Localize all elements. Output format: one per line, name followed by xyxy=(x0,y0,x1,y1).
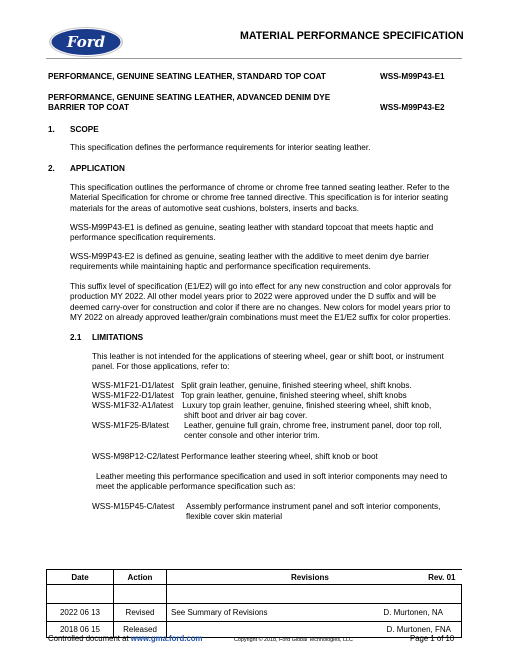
spec-title-2-line2: BARRIER TOP COAT xyxy=(48,103,129,112)
reference-description: Split grain leather, genuine, finished steering wheel, shift knobs. xyxy=(181,381,412,390)
header-rev-number: Rev. 01 xyxy=(428,572,456,582)
table-header-row xyxy=(47,570,462,585)
row-date: 2022 06 13 xyxy=(47,604,114,622)
spec-code-2: WSS-M99P43-E2 xyxy=(380,103,445,112)
footer-link[interactable]: www.gma.ford.com xyxy=(130,634,203,643)
application-paragraph-4: This suffix level of specification (E1/E2) will go into effect for any new construction and color approvals for production MY 2022. All other model years prior to 2022 were approved under the D suffix and will be deemed carry-over for construction and color if there are no changes. New colors for model years prior to MY 2022 on already approved leather/grain combinations must meet the E1/E2 suffix for color properties. xyxy=(70,282,452,323)
row-revisions xyxy=(167,585,462,604)
reference-single: WSS-M98P12-C2/latest Performance leather steering wheel, shift knob or boot xyxy=(92,452,378,461)
spec-title-2-line1: PERFORMANCE, GENUINE SEATING LEATHER, ADVANCED DENIM DYE xyxy=(48,93,331,102)
header-date: Date xyxy=(47,570,114,585)
reference-code: WSS-M1F32-A1/latest xyxy=(92,401,174,410)
table-row xyxy=(47,604,462,622)
footer-controlled-text: Controlled document at xyxy=(48,634,131,643)
application-paragraph-2: WSS-M99P43-E1 is defined as genuine, seating leather with standard topcoat that meets haptic and performance specification requirements. xyxy=(70,223,434,243)
reference-description-continued: flexible cover skin material xyxy=(186,512,283,521)
reference-description-continued: shift boot and driver air bag cover. xyxy=(184,411,308,420)
ford-logo xyxy=(48,26,124,58)
row-revisions xyxy=(167,604,462,622)
scope-text: This specification defines the performance requirements for interior seating leather. xyxy=(70,143,371,152)
reference-description: Leather, genuine full grain, chrome free, instrument panel, door top roll, xyxy=(184,421,442,430)
header-revisions xyxy=(167,570,462,585)
reference-description: Top grain leather, genuine, finished steering wheel, shift knobs xyxy=(181,391,407,400)
section-number-scope: 1. xyxy=(48,125,55,134)
table-row xyxy=(47,585,462,604)
reference-description-continued: center console and other interior trim. xyxy=(184,431,320,440)
row-author: D. Murtonen, NA xyxy=(383,608,443,617)
footer-copyright: Copyright © 2018, Ford Global Technologies, LLC xyxy=(234,637,353,643)
application-paragraph-3: WSS-M99P43-E2 is defined as genuine, seating leather with the additive to meet denim dye barrier requirements while maintaining haptic and performance specification requirements. xyxy=(70,252,430,272)
section-number-application: 2. xyxy=(48,164,55,173)
footer-controlled-document xyxy=(48,634,202,643)
revisions-table xyxy=(46,569,462,638)
row-action xyxy=(114,585,167,604)
row-action: Revised xyxy=(114,604,167,622)
section-number-limitations: 2.1 xyxy=(70,333,82,342)
section-heading-limitations: LIMITATIONS xyxy=(92,333,144,342)
limitations-intro: This leather is not intended for the applications of steering wheel, gear or shift boot, or instrument panel. For those applications, refer to: xyxy=(92,352,444,372)
reference-code: WSS-M1F25-B/latest xyxy=(92,421,169,430)
footer-page-number: Page 1 of 10 xyxy=(410,634,455,643)
spec-title-1: PERFORMANCE, GENUINE SEATING LEATHER, STANDARD TOP COAT xyxy=(48,72,326,81)
document-title: MATERIAL PERFORMANCE SPECIFICATION xyxy=(240,30,464,42)
logo-text: Ford xyxy=(66,33,106,51)
header-divider xyxy=(46,58,462,59)
section-heading-scope: SCOPE xyxy=(70,125,99,134)
section-heading-application: APPLICATION xyxy=(70,164,125,173)
reference-description: Assembly performance instrument panel and soft interior components, xyxy=(186,502,441,511)
reference-code: WSS-M1F21-D1/latest xyxy=(92,381,174,390)
reference-code: WSS-M15P45-C/latest xyxy=(92,502,175,511)
row-revision-text: See Summary of Revisions xyxy=(171,608,268,617)
row-action: Released xyxy=(114,622,167,638)
header-revisions-label: Revisions xyxy=(291,572,329,582)
header-action: Action xyxy=(114,570,167,585)
reference-description: Luxury top grain leather, genuine, finished steering wheel, shift knob, xyxy=(180,401,432,410)
application-paragraph-1: This specification outlines the performance of chrome or chrome free tanned seating leather. Refer to the Material Specification for chrome or chrome free tanned directive. This specification is for interior seating materials for the areas of automotive seat cushions, bolsters, inserts and backs. xyxy=(70,183,450,213)
spec-code-1: WSS-M99P43-E1 xyxy=(380,72,445,81)
row-date: 2018 06 15 xyxy=(47,622,114,638)
soft-components-text: Leather meeting this performance specification and used in soft interior components may need to meet the applicable performance specification such as: xyxy=(96,472,448,492)
reference-code: WSS-M1F22-D1/latest xyxy=(92,391,174,400)
row-author: D. Murtonen, FNA xyxy=(386,625,451,634)
row-date xyxy=(47,585,114,604)
